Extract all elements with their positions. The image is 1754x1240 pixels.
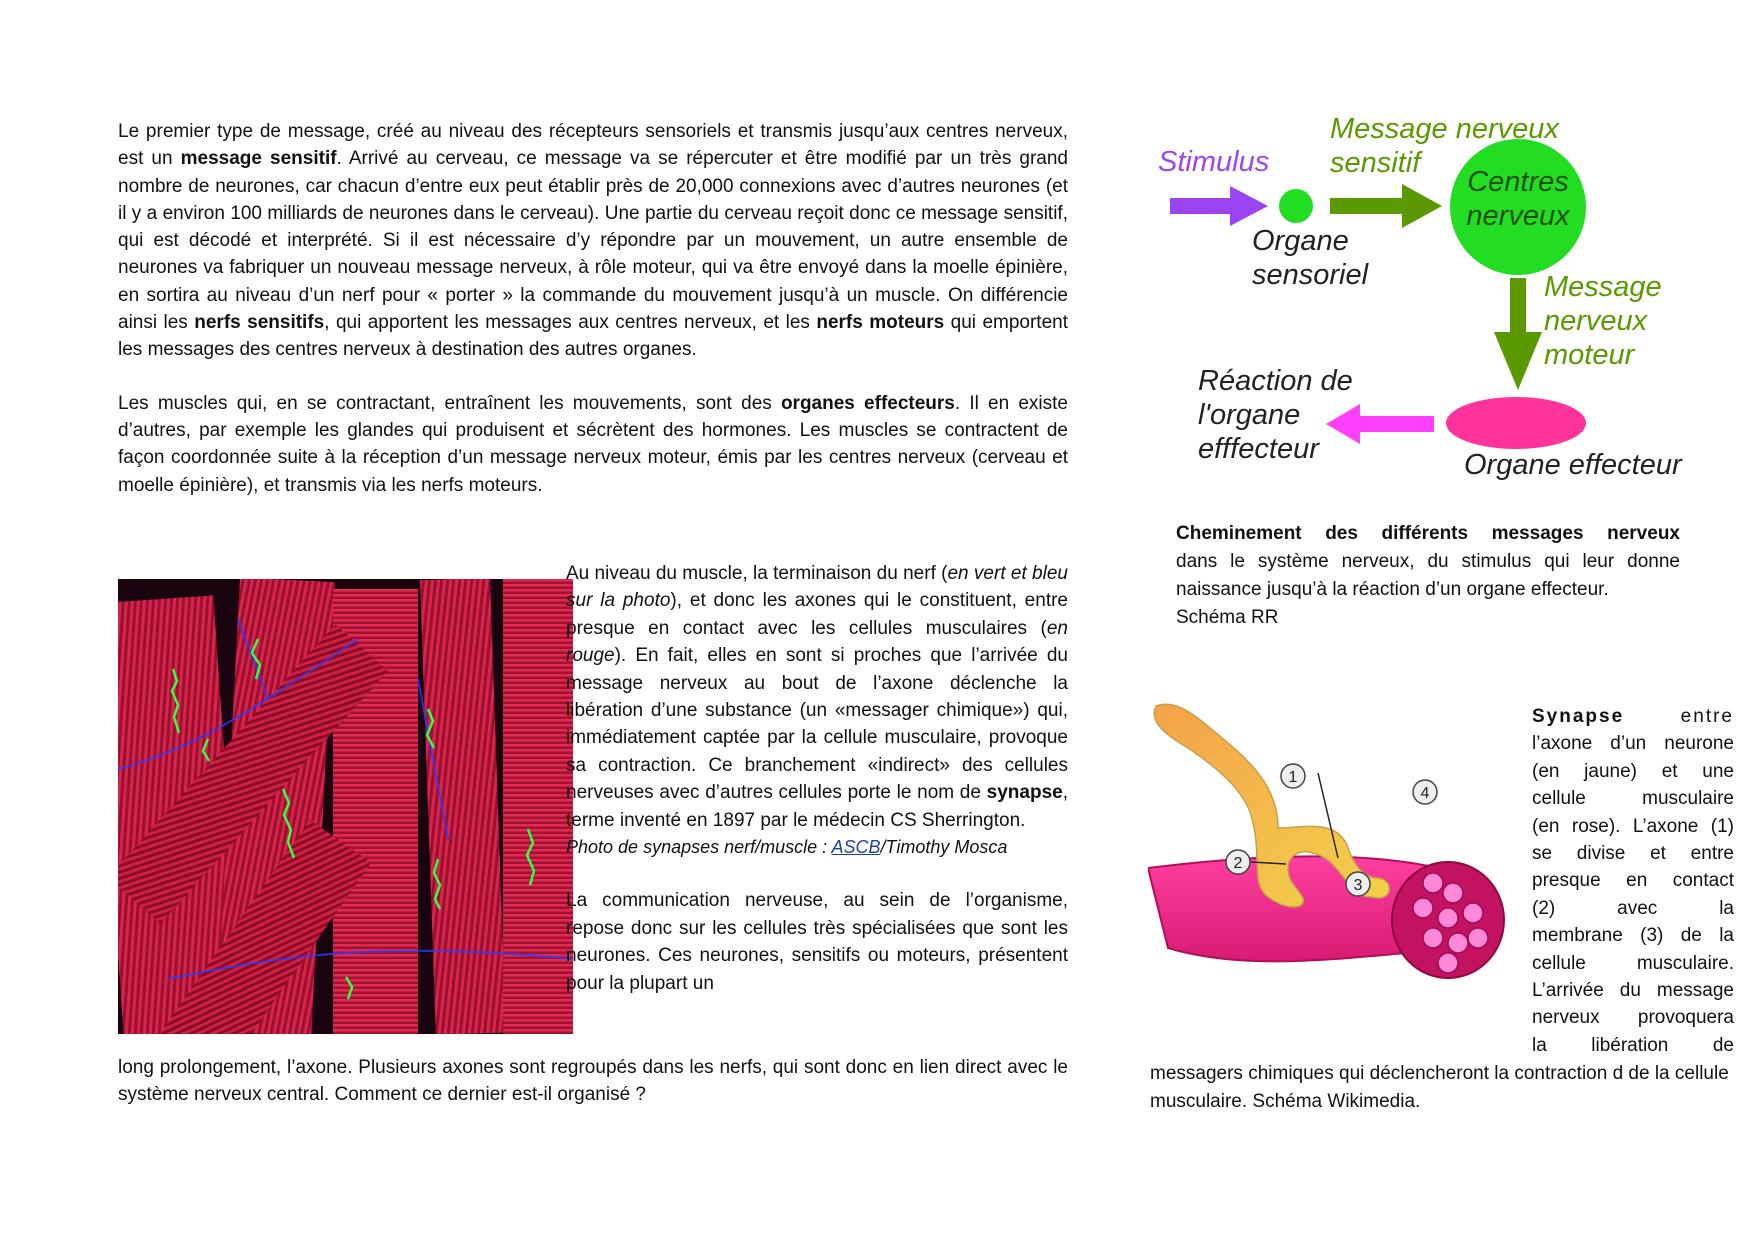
communication-paragraph-top: La communication nerveuse, au sein de l’organisme, repose donc sur les cellules très spécialisées que sont les neurones. Ces neurones, sensitifs ou moteurs, présentent pour la plupart un [566, 890, 1068, 994]
synapse-label-2: 2 [1233, 855, 1243, 872]
ascb-link[interactable]: ASCB [831, 837, 881, 858]
stimulus-arrow [1170, 186, 1268, 226]
synapse-label-3: 3 [1353, 877, 1363, 894]
motor-message-label: Message nerveux moteur [1544, 271, 1662, 371]
sensory-organ-dot [1279, 189, 1313, 223]
motor-message-arrow [1494, 278, 1542, 390]
sensory-organ-label: Organe sensoriel [1252, 225, 1369, 291]
synapse-diagram [1148, 698, 1528, 1050]
diagram-caption: Cheminement des différents messages nerveux dans le système nerveux, du stimulus qui leur donne naissance jusqu’à la réaction d’un organe effecteur. Schéma RR [1176, 523, 1680, 628]
stimulus-label: Stimulus [1158, 146, 1270, 178]
synapse-caption-bottom: messagers chimiques qui déclencheront la contraction d de la cellule musculaire. Schéma Wikimedia. [1150, 1063, 1729, 1112]
muscle-text [566, 560, 1068, 997]
centres-label: Centres nerveux [1466, 166, 1570, 232]
communication-paragraph-bottom: long prolongement, l’axone. Plusieurs axones sont regroupés dans les nerfs, qui sont donc en lien direct avec le système nerveux central. Comment ce dernier est-il organisé ? [118, 1057, 1068, 1106]
intro-paragraph-2: Les muscles qui, en se contractant, entraînent les mouvements, sont des organes effecteurs. Il en existe d’autres, par exemple les glandes qui produisent et sécrètent des hormones. Les muscles se contractent de façon coordonnée suite à la réception d’un message nerveux moteur, émis par les centres nerveux (cerveau et moelle épinière), et transmis via les nerfs moteurs. [118, 392, 1068, 496]
photo-credit: Photo de synapses nerf/muscle : ASCB/Timothy Mosca [566, 837, 1008, 858]
effector-organ-label: Organe effecteur [1464, 449, 1682, 481]
intro-text [118, 118, 1068, 525]
muscle-paragraph: Au niveau du muscle, la terminaison du nerf (en vert et bleu sur la photo), et donc les axones qui le constituent, entre presque en contact avec les cellules musculaires (en rouge). En fait, elles en sont si proches que l’arrivée du message nerveux au bout de l’axone déclenche la libération d’une substance (un «messager chimique») qui, immédiatement captée par la cellule musculaire, provoque sa contraction. Ce branchement «indirect» des cellules nerveuses avec d’autres cellules porte le nom de synapse, terme inventé en 1897 par le médecin CS Sherrington. [566, 563, 1068, 831]
sensitive-message-arrow [1330, 184, 1442, 228]
intro-paragraph-1: Le premier type de message, créé au niveau des récepteurs sensoriels et transmis jusqu’aux centres nerveux, est un message sensitif. Arrivé au cerveau, ce message va se répercuter et être modifié par un très grand nombre de neurones, car chacun d’entre eux peut établir près de 20,000 connexions avec d’autres neurones (et il y a environ 100 milliards de neurones dans le cerveau). Une partie du cerveau reçoit donc ce message sensitif, qui est décodé et interprété. Si il est nécessaire d’y répondre par un mouvement, un autre ensemble de neurones va fabriquer un nouveau message nerveux, à rôle moteur, qui va être envoyé dans la moelle épinière, en sortira au niveau d’un nerf pour « porter » la commande du mouvement jusqu’à un muscle. On différencie ainsi les nerfs sensitifs, qui apportent les messages aux centres nerveux, et les nerfs moteurs qui emportent les messages des centres nerveux à destination des autres organes. [118, 121, 1068, 361]
synapse-label-4: 4 [1420, 785, 1430, 802]
effector-organ-ellipse [1446, 397, 1586, 449]
nerve-message-diagram [1140, 100, 1700, 500]
reaction-label: Réaction de l'organe efffecteur [1198, 365, 1353, 465]
muscle-synapse-photo [118, 579, 573, 1034]
synapse-caption: Synapse entre l’axone d’un neurone (en jaune) et une cellule musculaire (en rose). L’axone (1) se divise et entre presque en contact (2) avec la membrane (3) de la cellule musculaire. L’arrivée du message nerveux provoquera la libération de [1532, 706, 1734, 1056]
sensitive-message-label: Message nerveux sensitif [1330, 113, 1559, 179]
synapse-label-1: 1 [1288, 769, 1298, 786]
